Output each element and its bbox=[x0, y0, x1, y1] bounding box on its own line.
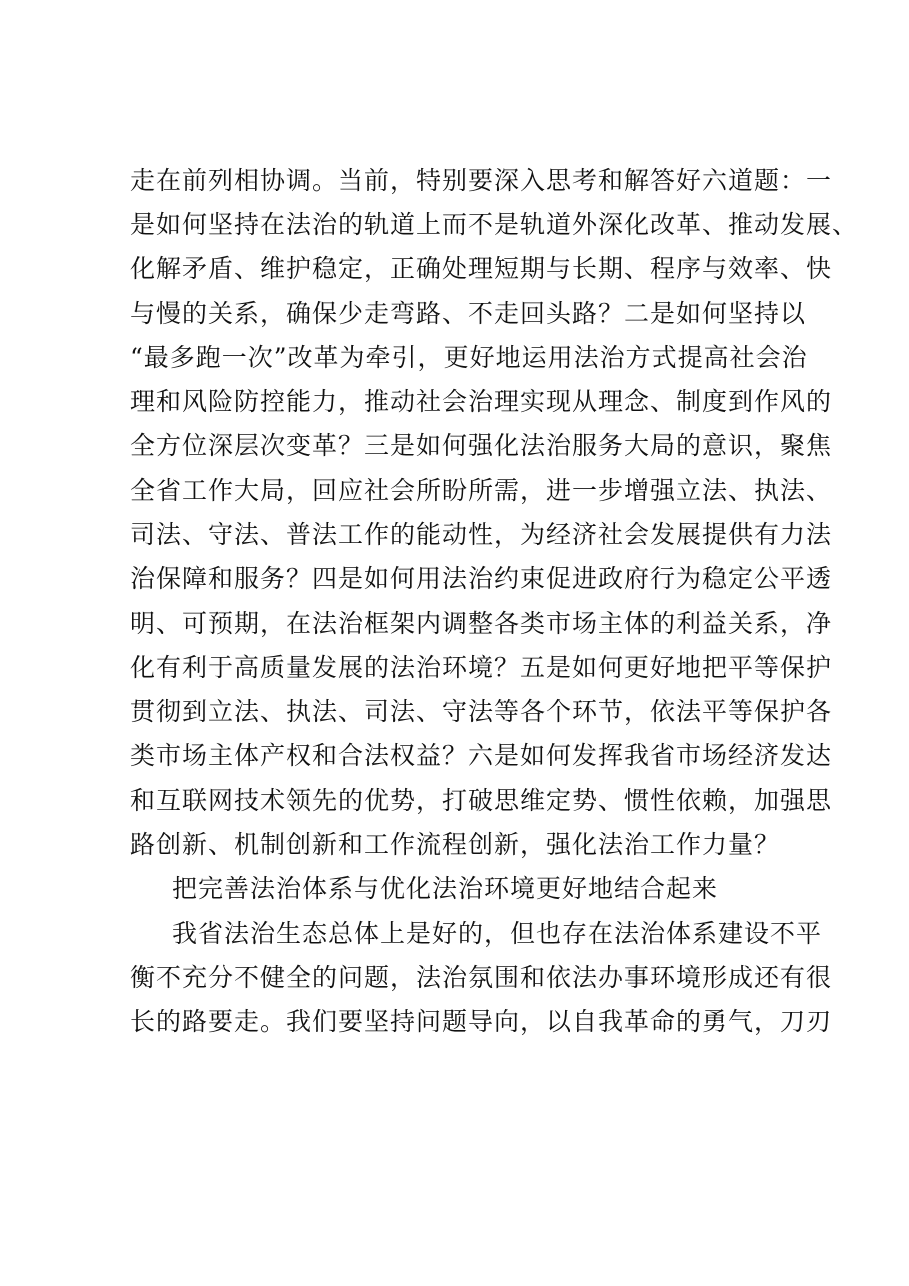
paragraph-line: 理和风险防控能力，推动社会治理实现从理念、制度到作风的 bbox=[130, 387, 833, 416]
paragraph-line: “最多跑一次”改革为牵引，更好地运用法治方式提高社会治 bbox=[130, 343, 808, 372]
paragraph-line: 化有利于高质量发展的法治环境？五是如何更好地把平等保护 bbox=[130, 653, 833, 682]
paragraph-line: 和互联网技术领先的优势，打破思维定势、惯性依赖，加强思 bbox=[130, 786, 833, 815]
paragraph-line: 治保障和服务？四是如何用法治约束促进政府行为稳定公平透 bbox=[130, 564, 833, 593]
paragraph-line: 贯彻到立法、执法、司法、守法等各个环节，依法平等保护各 bbox=[130, 697, 833, 726]
paragraph-line: 路创新、机制创新和工作流程创新，强化法治工作力量？ bbox=[130, 830, 781, 859]
paragraph-line: 衡不充分不健全的问题，法治氛围和依法办事环境形成还有很 bbox=[130, 963, 833, 992]
paragraph-line: 我省法治生态总体上是好的，但也存在法治体系建设不平 bbox=[172, 919, 823, 948]
paragraph-line: 全方位深层次变革？三是如何强化法治服务大局的意识，聚焦 bbox=[130, 431, 833, 460]
paragraph-line: 全省工作大局，回应社会所盼所需，进一步增强立法、执法、 bbox=[130, 476, 833, 505]
paragraph-line: 司法、守法、普法工作的能动性，为经济社会发展提供有力法 bbox=[130, 520, 833, 549]
section-heading: 把完善法治体系与优化法治环境更好地结合起来 bbox=[172, 874, 719, 903]
paragraph-line: 与慢的关系，确保少走弯路、不走回头路？二是如何坚持以 bbox=[130, 299, 807, 328]
paragraph-line: 类市场主体产权和合法权益？六是如何发挥我省市场经济发达 bbox=[130, 741, 833, 770]
paragraph-line: 走在前列相协调。当前，特别要深入思考和解答好六道题：一 bbox=[130, 166, 833, 195]
paragraph-line: 长的路要走。我们要坚持问题导向，以自我革命的勇气，刀刃 bbox=[130, 1007, 833, 1036]
paragraph-line: 明、可预期，在法治框架内调整各类市场主体的利益关系，净 bbox=[130, 609, 833, 638]
paragraph-line: 化解矛盾、维护稳定，正确处理短期与长期、程序与效率、快 bbox=[130, 254, 833, 283]
paragraph-line: 是如何坚持在法治的轨道上而不是轨道外深化改革、推动发展、 bbox=[130, 210, 859, 239]
